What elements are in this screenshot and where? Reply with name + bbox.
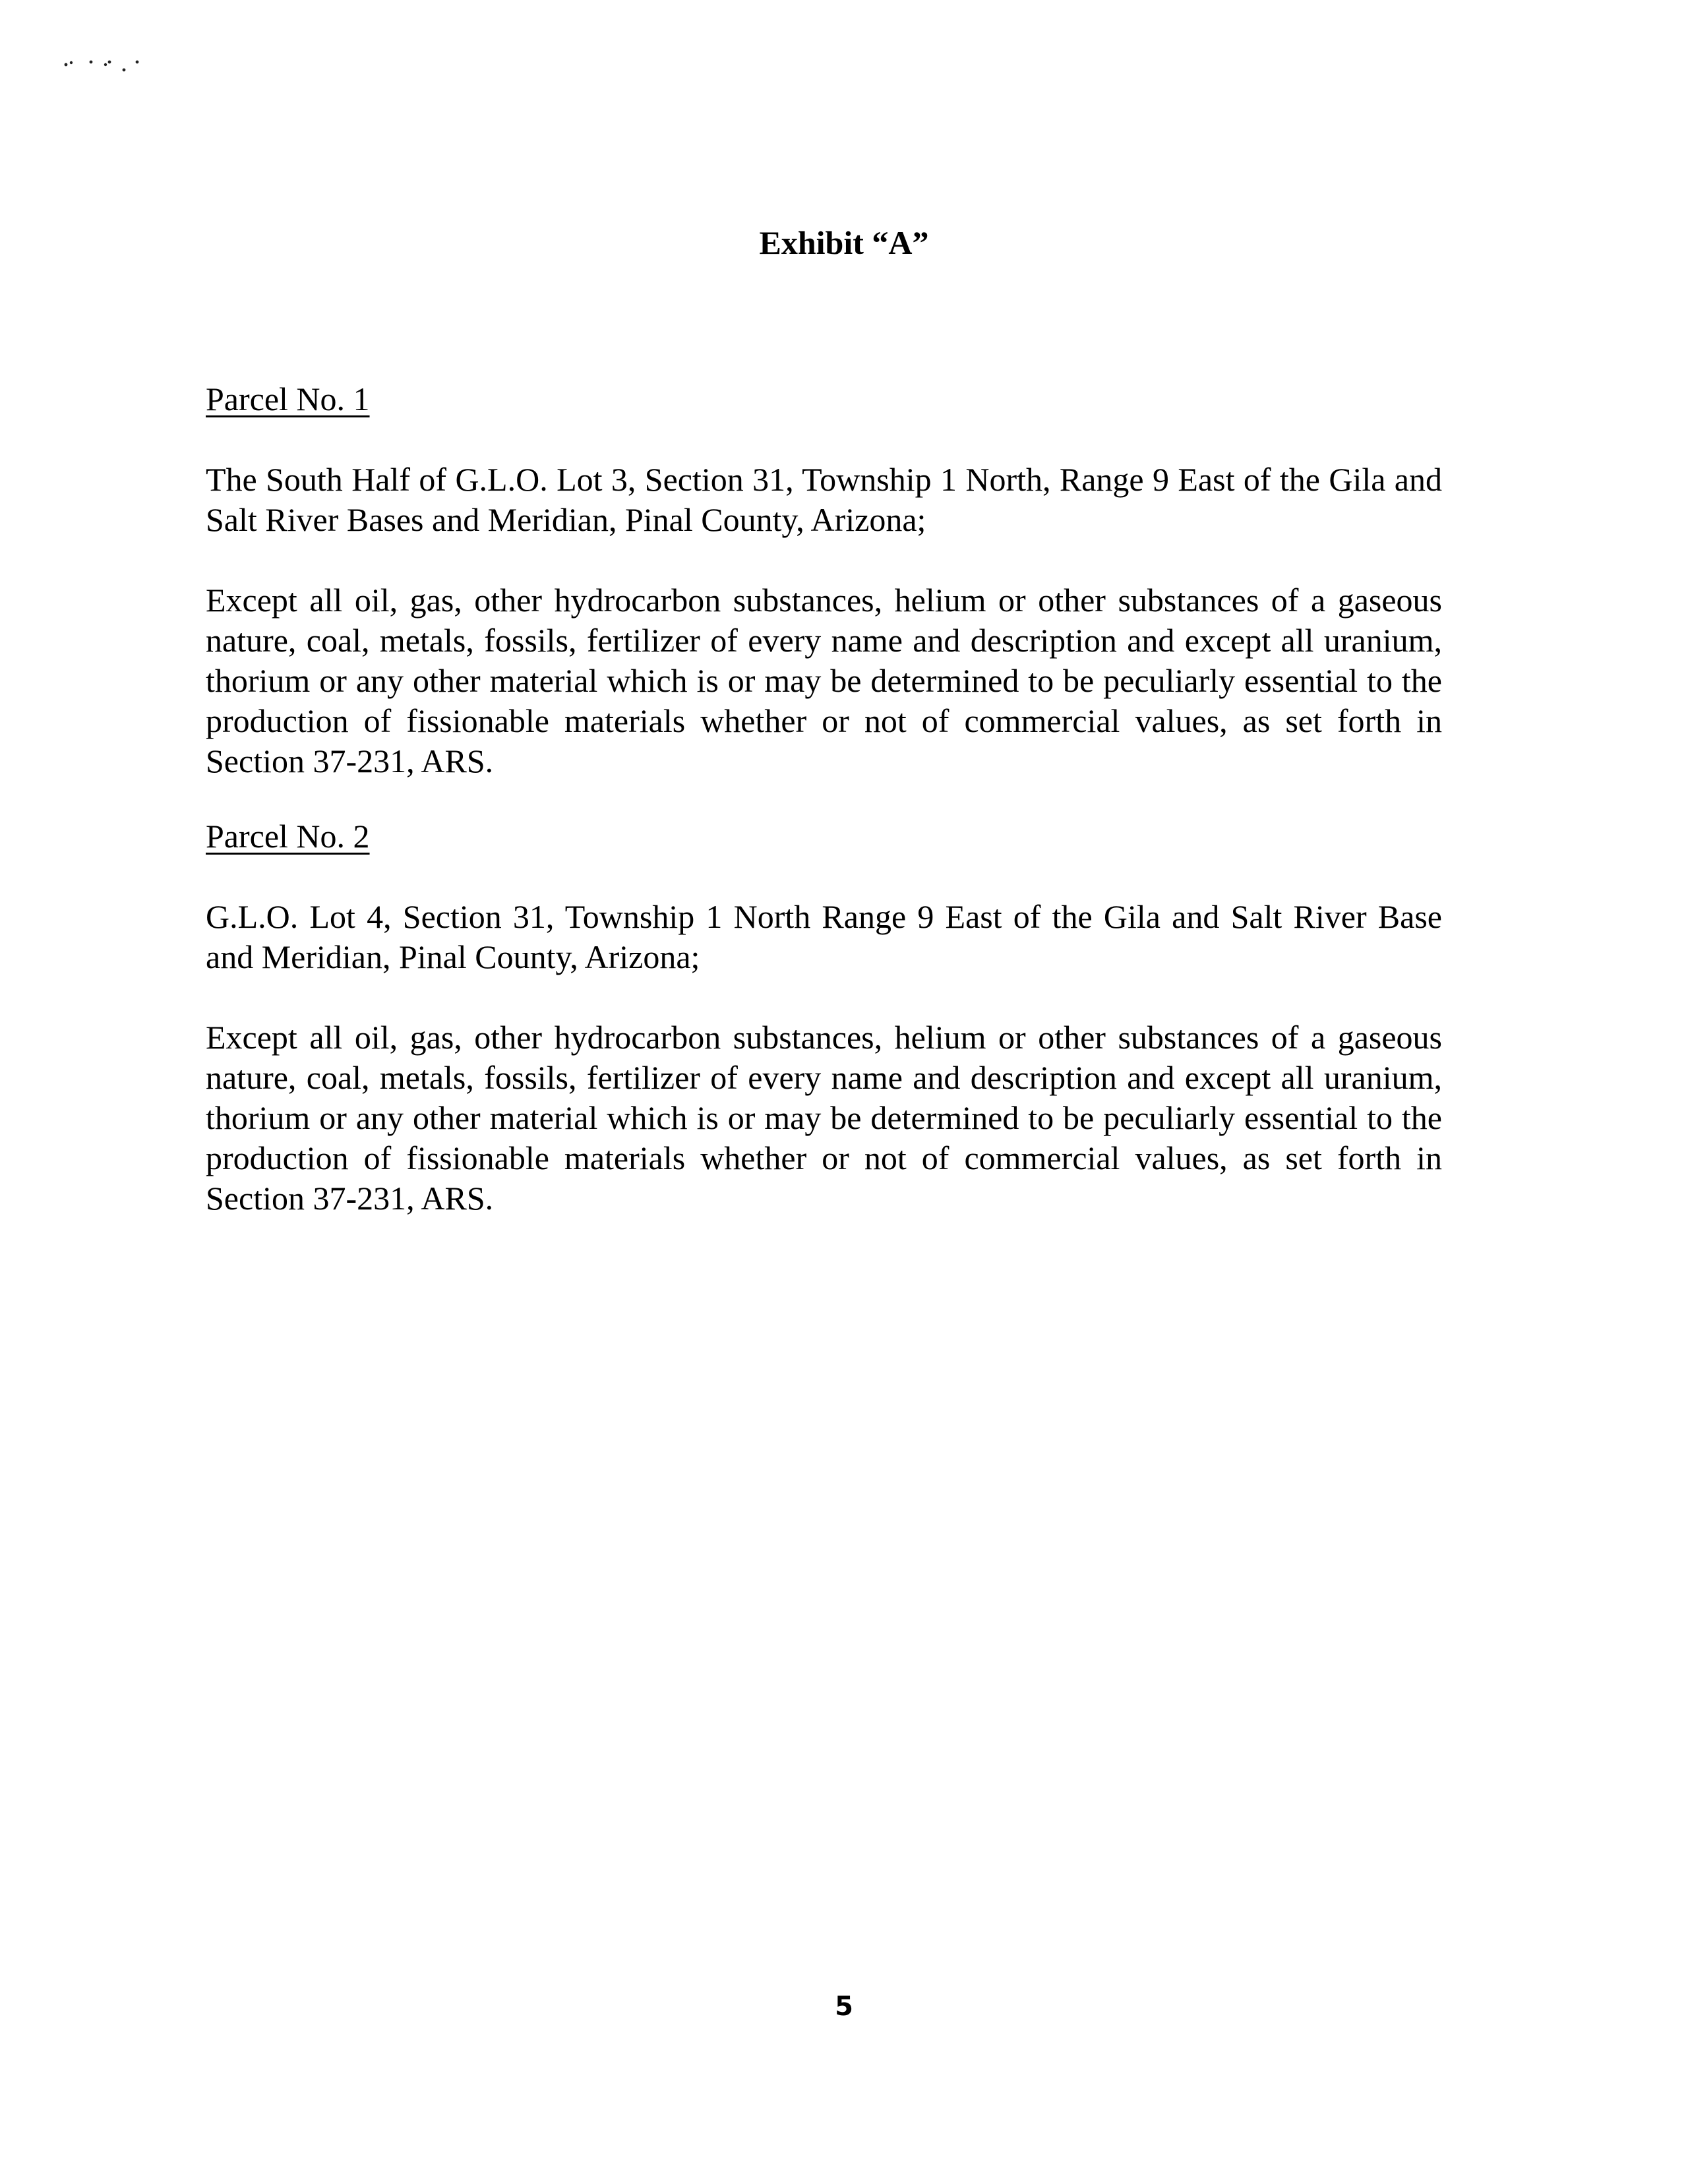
parcel-2-description: G.L.O. Lot 4, Section 31, Township 1 North Range 9 East of the Gila and Salt River Base and Meridian, Pinal County, Arizona; bbox=[206, 898, 1442, 975]
parcel-1-heading: Parcel No. 1 bbox=[206, 380, 370, 417]
parcel-1-exception: Except all oil, gas, other hydrocarbon substances, helium or other substances of a gaseous nature, coal, metals, fossils, fertilizer of every name and description and except all uranium, thorium or any other material which is or may be determined to be peculiarly essential to the production of fissionable materials whether or not of commercial values, as set forth in Section 37-231, ARS. bbox=[206, 582, 1442, 779]
exhibit-title: Exhibit “A” bbox=[759, 224, 929, 261]
parcel-1-description: The South Half of G.L.O. Lot 3, Section 31, Township 1 North, Range 9 East of the Gila and Salt River Bases and Meridian, Pinal County, Arizona; bbox=[206, 461, 1442, 538]
page-number: 5 bbox=[835, 1991, 853, 2022]
parcel-2-heading: Parcel No. 2 bbox=[206, 818, 370, 855]
parcel-2-exception: Except all oil, gas, other hydrocarbon substances, helium or other substances of a gaseous nature, coal, metals, fossils, fertilizer of every name and description and except all uranium, thorium or any other material which is or may be determined to be peculiarly essential to the production of fissionable materials whether or not of commercial values, as set forth in Section 37-231, ARS. bbox=[206, 1019, 1442, 1217]
scan-artifact-dots bbox=[63, 54, 195, 80]
